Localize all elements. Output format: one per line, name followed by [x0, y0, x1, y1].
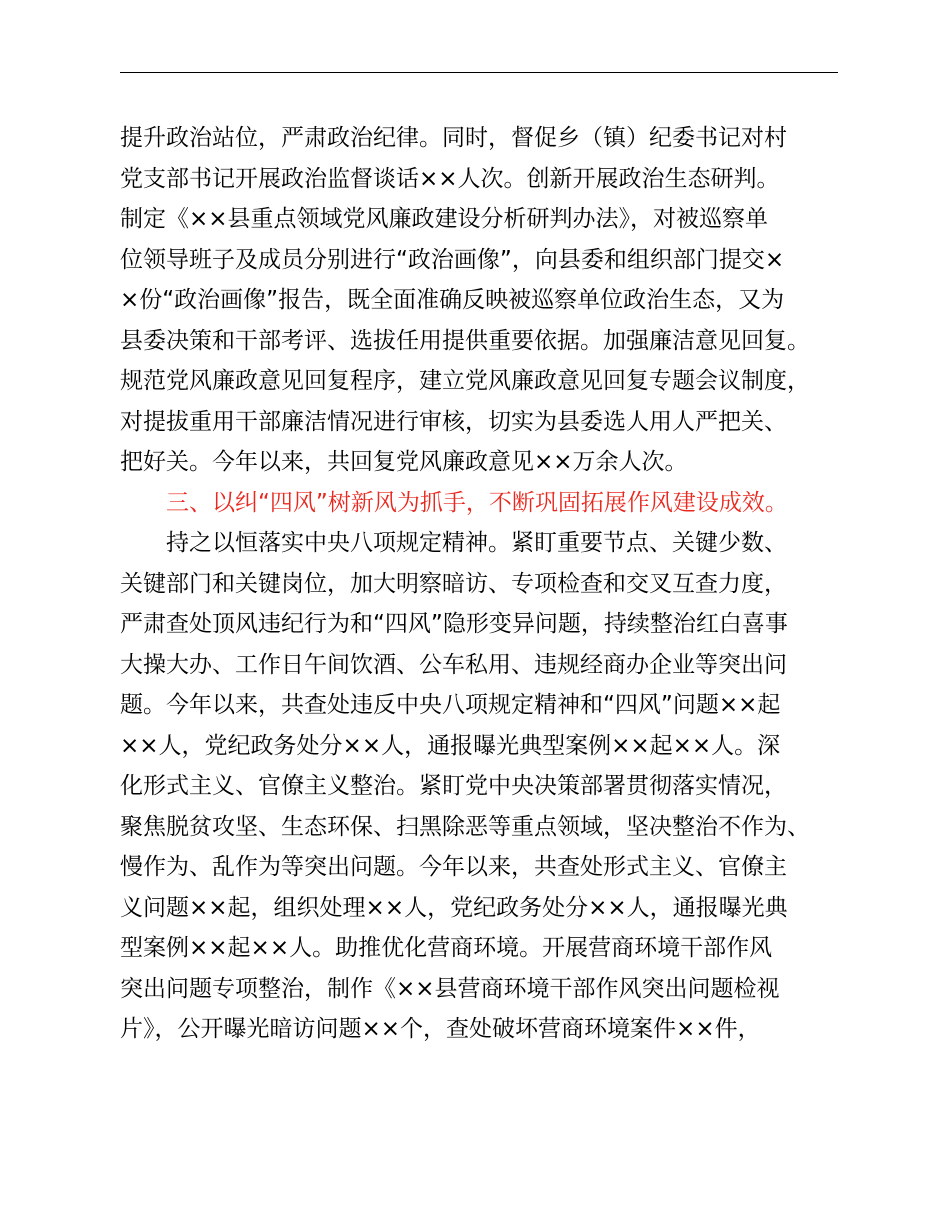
text-line: 对提拔重用干部廉洁情况进行审核，切实为县委选人用人严把关、 [120, 408, 787, 435]
text-line: 题。今年以来，共查处违反中央八项规定精神和“四风”问题××起 [120, 692, 781, 718]
text-line: 提升政治站位，严肃政治纪律。同时，督促乡（镇）纪委书记对村 [120, 125, 787, 151]
text-line: 把好关。今年以来，共回复党风廉政意见××万余人次。 [120, 449, 688, 475]
text-line: 慢作为、乱作为等突出问题。今年以来，共查处形式主义、官僚主 [120, 854, 787, 880]
header-rule [120, 72, 838, 73]
text-line: 规范党风廉政意见回复程序，建立党风廉政意见回复专题会议制度， [120, 368, 810, 394]
text-line: 位领导班子及成员分别进行“政治画像”，向县委和组织部门提交× [120, 246, 785, 273]
text-line: ××人，党纪政务处分××人，通报曝光典型案例××起××人。深 [120, 732, 781, 759]
text-line: 化形式主义、官僚主义整治。紧盯党中央决策部署贯彻落实情况， [120, 773, 787, 799]
text-line: 县委决策和干部考评、选拔任用提供重要依据。加强廉洁意见回复。 [120, 327, 810, 354]
text-line: 片》，公开曝光暗访问题××个，查处破坏营商环境案件××件， [120, 1016, 761, 1042]
text-line: 关键部门和关键岗位，加大明察暗访、专项检查和交叉互查力度， [120, 570, 787, 597]
text-line: 型案例××起××人。助推优化营商环境。开展营商环境干部作风 [120, 935, 773, 961]
text-line: 制定《××县重点领域党风廉政建设分析研判办法》，对被巡察单 [120, 206, 769, 232]
text-line: ×份“政治画像”报告，既全面准确反映被巡察单位政治生态，又为 [120, 287, 785, 313]
section-heading: 三、以纠“四风”树新风为抓手，不断巩固拓展作风建设成效。 [166, 489, 788, 516]
document-body [120, 118, 860, 1050]
text-line: 义问题××起，组织处理××人，党纪政务处分××人，通报曝光典 [120, 894, 788, 921]
paragraph-first-line: 持之以恒落实中央八项规定精神。紧盯重要节点、关键少数、 [166, 530, 787, 556]
text-line: 大操大办、工作日午间饮酒、公车私用、违规经商办企业等突出问 [120, 651, 787, 678]
text-line: 党支部书记开展政治监督谈话××人次。创新开展政治生态研判。 [120, 165, 780, 192]
text-line: 严肃查处顶风违纪行为和“四风”隐形变异问题，持续整治红白喜事 [120, 611, 788, 637]
text-line: 突出问题专项整治，制作《××县营商环境干部作风突出问题检视 [120, 975, 780, 1002]
text-line: 聚焦脱贫攻坚、生态环保、扫黑除恶等重点领域，坚决整治不作为、 [120, 813, 810, 840]
